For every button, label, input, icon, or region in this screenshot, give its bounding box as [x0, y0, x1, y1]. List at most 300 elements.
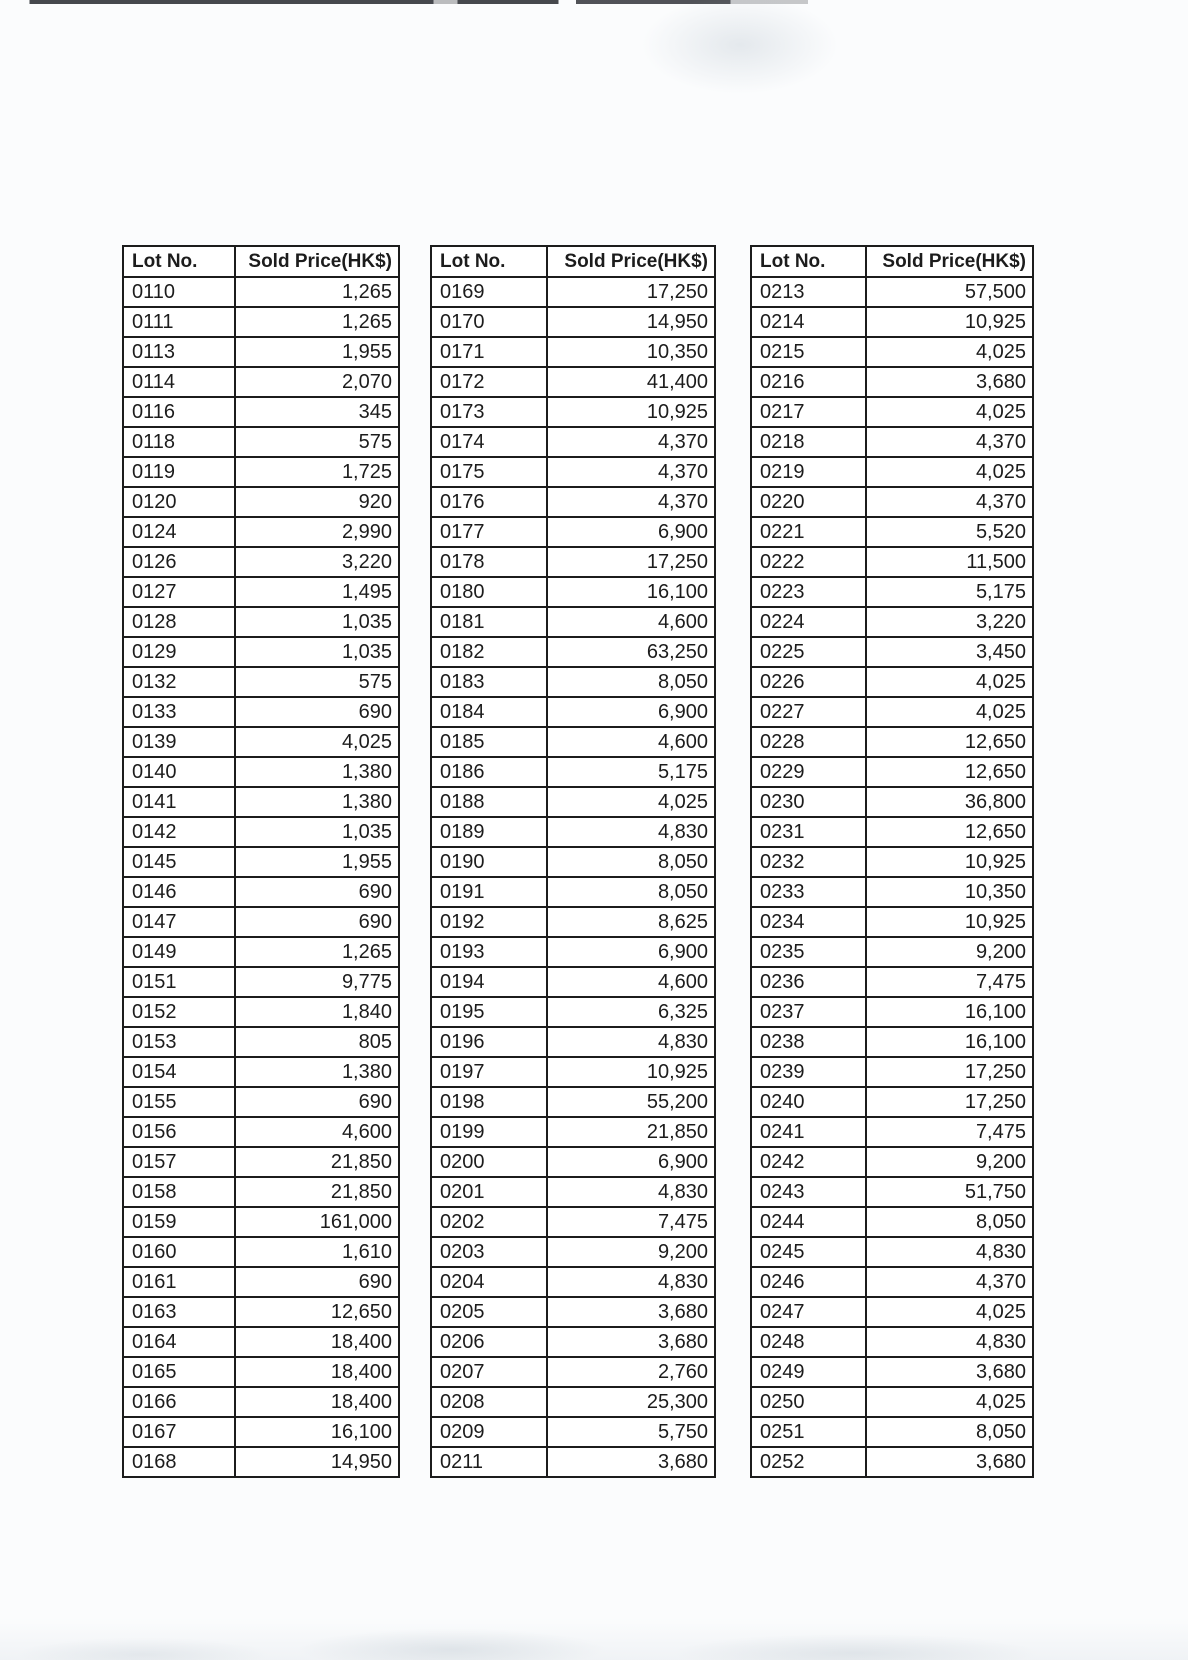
sold-price-cell: 4,830 — [975, 1241, 1026, 1263]
table-row — [432, 786, 714, 816]
table-row — [124, 756, 398, 786]
lot-no-cell: 0184 — [432, 698, 548, 726]
sold-price-cell: 1,265 — [341, 941, 392, 963]
table-row — [752, 1386, 1032, 1416]
lot-no-cell: 0225 — [752, 638, 867, 666]
sold-price-cell: 2,070 — [341, 371, 392, 393]
sold-price-cell: 575 — [358, 431, 392, 453]
sold-price-cell: 1,265 — [341, 311, 392, 333]
sold-price-cell: 3,680 — [975, 371, 1026, 393]
sold-price-cell: 4,025 — [975, 701, 1026, 723]
lot-no-cell: 0155 — [124, 1088, 236, 1116]
table-row — [752, 396, 1032, 426]
sold-price-cell: 55,200 — [646, 1091, 708, 1113]
sold-price-cell: 161,000 — [319, 1211, 392, 1233]
table-row — [124, 666, 398, 696]
sold-price-cell: 6,900 — [657, 521, 708, 543]
lot-no-cell: 0228 — [752, 728, 867, 756]
lot-no-cell: 0202 — [432, 1208, 548, 1236]
table-row — [432, 726, 714, 756]
table-header-row — [432, 247, 714, 276]
lot-no-cell: 0240 — [752, 1088, 867, 1116]
table-row — [432, 1056, 714, 1086]
sold-price-cell: 4,830 — [975, 1331, 1026, 1353]
lot-no-cell: 0195 — [432, 998, 548, 1026]
scan-artifact-smudge-bottom — [0, 1590, 1188, 1660]
sold-price-cell: 16,100 — [646, 581, 708, 603]
sold-price-cell: 5,520 — [975, 521, 1026, 543]
lot-no-cell: 0252 — [752, 1448, 867, 1476]
sold-price-cell: 10,350 — [646, 341, 708, 363]
lot-no-cell: 0172 — [432, 368, 548, 396]
table-row — [432, 996, 714, 1026]
table-header-row — [752, 247, 1032, 276]
sold-price-cell: 12,650 — [330, 1301, 392, 1323]
lot-no-cell: 0206 — [432, 1328, 548, 1356]
sold-price-cell: 17,250 — [646, 551, 708, 573]
table-row — [124, 846, 398, 876]
table-row — [432, 696, 714, 726]
lot-no-cell: 0159 — [124, 1208, 236, 1236]
table-row — [752, 456, 1032, 486]
table-row — [432, 456, 714, 486]
lot-no-cell: 0189 — [432, 818, 548, 846]
table-row — [124, 366, 398, 396]
sold-price-cell: 1,495 — [341, 581, 392, 603]
table-row — [752, 276, 1032, 306]
lot-no-cell: 0242 — [752, 1148, 867, 1176]
lot-price-table-1 — [122, 245, 400, 1478]
lot-no-cell: 0116 — [124, 398, 236, 426]
lot-no-cell: 0224 — [752, 608, 867, 636]
lot-no-cell: 0140 — [124, 758, 236, 786]
table-row — [124, 1236, 398, 1266]
lot-price-table-2 — [430, 245, 716, 1478]
sold-price-cell: 18,400 — [330, 1361, 392, 1383]
table-row — [752, 366, 1032, 396]
table-row — [124, 996, 398, 1026]
lot-no-cell: 0128 — [124, 608, 236, 636]
table-row — [432, 636, 714, 666]
table-row — [752, 936, 1032, 966]
lot-no-cell: 0201 — [432, 1178, 548, 1206]
table-row — [124, 636, 398, 666]
table-row — [752, 1206, 1032, 1236]
sold-price-cell: 12,650 — [964, 761, 1026, 783]
sold-price-cell: 4,370 — [975, 491, 1026, 513]
sold-price-cell: 920 — [358, 491, 392, 513]
lot-no-cell: 0180 — [432, 578, 548, 606]
lot-no-cell: 0157 — [124, 1148, 236, 1176]
lot-no-cell: 0127 — [124, 578, 236, 606]
table-row — [432, 336, 714, 366]
table-row — [432, 1356, 714, 1386]
table-row — [432, 1086, 714, 1116]
sold-price-cell: 3,680 — [975, 1361, 1026, 1383]
sold-price-cell: 14,950 — [646, 311, 708, 333]
lot-no-cell: 0158 — [124, 1178, 236, 1206]
sold-price-cell: 1,380 — [341, 791, 392, 813]
lot-no-cell: 0244 — [752, 1208, 867, 1236]
sold-price-cell: 690 — [358, 911, 392, 933]
table-row — [124, 276, 398, 306]
lot-no-cell: 0183 — [432, 668, 548, 696]
sold-price-cell: 690 — [358, 881, 392, 903]
sold-price-cell: 10,350 — [964, 881, 1026, 903]
table-row — [432, 1176, 714, 1206]
column-header-sold-price: Sold Price(HK$) — [248, 250, 392, 272]
lot-no-cell: 0207 — [432, 1358, 548, 1386]
table-row — [752, 846, 1032, 876]
sold-price-cell: 4,600 — [341, 1121, 392, 1143]
table-row — [752, 696, 1032, 726]
lot-no-cell: 0142 — [124, 818, 236, 846]
table-row — [752, 426, 1032, 456]
sold-price-cell: 2,990 — [341, 521, 392, 543]
sold-price-cell: 4,370 — [657, 491, 708, 513]
table-row — [432, 1206, 714, 1236]
lot-no-cell: 0166 — [124, 1388, 236, 1416]
lot-no-cell: 0173 — [432, 398, 548, 426]
lot-no-cell: 0167 — [124, 1418, 236, 1446]
lot-no-cell: 0151 — [124, 968, 236, 996]
sold-price-cell: 4,370 — [657, 431, 708, 453]
scan-artifact-top-line — [0, 0, 1188, 4]
table-row — [432, 666, 714, 696]
sold-price-cell: 7,475 — [657, 1211, 708, 1233]
table-row — [124, 516, 398, 546]
lot-no-cell: 0188 — [432, 788, 548, 816]
lot-no-cell: 0145 — [124, 848, 236, 876]
scan-artifact-smudge-top — [560, 0, 920, 150]
sold-price-cell: 5,175 — [657, 761, 708, 783]
sold-price-cell: 4,025 — [975, 401, 1026, 423]
lot-no-cell: 0214 — [752, 308, 867, 336]
lot-no-cell: 0124 — [124, 518, 236, 546]
lot-no-cell: 0245 — [752, 1238, 867, 1266]
sold-price-cell: 9,200 — [975, 1151, 1026, 1173]
sold-price-cell: 41,400 — [646, 371, 708, 393]
sold-price-cell: 1,035 — [341, 821, 392, 843]
column-header-sold-price: Sold Price(HK$) — [882, 250, 1026, 272]
sold-price-cell: 1,955 — [341, 851, 392, 873]
sold-price-cell: 21,850 — [646, 1121, 708, 1143]
lot-no-cell: 0163 — [124, 1298, 236, 1326]
table-row — [124, 966, 398, 996]
table-row — [432, 1326, 714, 1356]
table-row — [432, 426, 714, 456]
table-row — [124, 1356, 398, 1386]
table-row — [752, 336, 1032, 366]
table-row — [124, 1446, 398, 1476]
table-row — [752, 1446, 1032, 1476]
lot-no-cell: 0227 — [752, 698, 867, 726]
lot-no-cell: 0147 — [124, 908, 236, 936]
sold-price-cell: 8,050 — [657, 851, 708, 873]
lot-no-cell: 0199 — [432, 1118, 548, 1146]
lot-no-cell: 0237 — [752, 998, 867, 1026]
lot-no-cell: 0247 — [752, 1298, 867, 1326]
lot-no-cell: 0215 — [752, 338, 867, 366]
lot-no-cell: 0238 — [752, 1028, 867, 1056]
table-row — [124, 1266, 398, 1296]
sold-price-cell: 3,220 — [341, 551, 392, 573]
lot-no-cell: 0182 — [432, 638, 548, 666]
table-row — [432, 576, 714, 606]
lot-no-cell: 0216 — [752, 368, 867, 396]
lot-no-cell: 0234 — [752, 908, 867, 936]
sold-price-cell: 2,760 — [657, 1361, 708, 1383]
table-row — [432, 966, 714, 996]
lot-no-cell: 0246 — [752, 1268, 867, 1296]
sold-price-cell: 805 — [358, 1031, 392, 1053]
lot-no-cell: 0221 — [752, 518, 867, 546]
table-row — [124, 726, 398, 756]
sold-price-cell: 4,830 — [657, 1271, 708, 1293]
lot-no-cell: 0229 — [752, 758, 867, 786]
table-row — [124, 606, 398, 636]
sold-price-cell: 5,175 — [975, 581, 1026, 603]
lot-no-cell: 0170 — [432, 308, 548, 336]
sold-price-cell: 4,370 — [975, 431, 1026, 453]
sold-price-cell: 345 — [358, 401, 392, 423]
sold-price-cell: 9,200 — [657, 1241, 708, 1263]
sold-price-cell: 18,400 — [330, 1391, 392, 1413]
table-row — [124, 696, 398, 726]
table-row — [124, 1026, 398, 1056]
lot-no-cell: 0177 — [432, 518, 548, 546]
lot-no-cell: 0198 — [432, 1088, 548, 1116]
lot-no-cell: 0192 — [432, 908, 548, 936]
table-row — [124, 396, 398, 426]
lot-no-cell: 0204 — [432, 1268, 548, 1296]
table-row — [432, 756, 714, 786]
table-row — [124, 906, 398, 936]
sold-price-cell: 3,680 — [657, 1301, 708, 1323]
lot-no-cell: 0186 — [432, 758, 548, 786]
table-row — [124, 936, 398, 966]
lot-no-cell: 0120 — [124, 488, 236, 516]
table-row — [124, 786, 398, 816]
lot-no-cell: 0223 — [752, 578, 867, 606]
table-row — [752, 1236, 1032, 1266]
sold-price-cell: 51,750 — [964, 1181, 1026, 1203]
lot-no-cell: 0161 — [124, 1268, 236, 1296]
table-row — [124, 1206, 398, 1236]
table-row — [752, 1416, 1032, 1446]
table-row — [432, 936, 714, 966]
sold-price-cell: 9,775 — [341, 971, 392, 993]
lot-no-cell: 0208 — [432, 1388, 548, 1416]
lot-no-cell: 0113 — [124, 338, 236, 366]
lot-no-cell: 0141 — [124, 788, 236, 816]
sold-price-cell: 10,925 — [646, 401, 708, 423]
lot-no-cell: 0169 — [432, 278, 548, 306]
sold-price-cell: 3,450 — [975, 641, 1026, 663]
lot-no-cell: 0239 — [752, 1058, 867, 1086]
sold-price-cell: 4,025 — [975, 1391, 1026, 1413]
lot-no-cell: 0200 — [432, 1148, 548, 1176]
sold-price-cell: 4,025 — [341, 731, 392, 753]
sold-price-cell: 36,800 — [964, 791, 1026, 813]
table-row — [432, 546, 714, 576]
lot-no-cell: 0171 — [432, 338, 548, 366]
lot-no-cell: 0249 — [752, 1358, 867, 1386]
lot-no-cell: 0152 — [124, 998, 236, 1026]
lot-no-cell: 0181 — [432, 608, 548, 636]
sold-price-cell: 4,830 — [657, 1031, 708, 1053]
sold-price-cell: 3,680 — [657, 1331, 708, 1353]
table-row — [432, 516, 714, 546]
sold-price-cell: 4,025 — [975, 341, 1026, 363]
lot-no-cell: 0235 — [752, 938, 867, 966]
lot-no-cell: 0133 — [124, 698, 236, 726]
table-row — [752, 1026, 1032, 1056]
sold-price-cell: 4,830 — [657, 821, 708, 843]
table-row — [752, 906, 1032, 936]
table-row — [752, 1056, 1032, 1086]
sold-price-cell: 3,680 — [975, 1451, 1026, 1473]
lot-no-cell: 0213 — [752, 278, 867, 306]
lot-no-cell: 0164 — [124, 1328, 236, 1356]
sold-price-cell: 6,900 — [657, 941, 708, 963]
table-row — [752, 876, 1032, 906]
sold-price-cell: 690 — [358, 1091, 392, 1113]
sold-price-cell: 6,900 — [657, 1151, 708, 1173]
sold-price-cell: 16,100 — [330, 1421, 392, 1443]
sold-price-cell: 63,250 — [646, 641, 708, 663]
lot-no-cell: 0203 — [432, 1238, 548, 1266]
sold-price-cell: 1,380 — [341, 1061, 392, 1083]
sold-price-cell: 10,925 — [964, 911, 1026, 933]
lot-no-cell: 0217 — [752, 398, 867, 426]
lot-no-cell: 0176 — [432, 488, 548, 516]
lot-no-cell: 0194 — [432, 968, 548, 996]
table-header-row — [124, 247, 398, 276]
table-row — [432, 876, 714, 906]
sold-price-cell: 4,600 — [657, 731, 708, 753]
lot-no-cell: 0205 — [432, 1298, 548, 1326]
lot-no-cell: 0126 — [124, 548, 236, 576]
sold-price-cell: 1,955 — [341, 341, 392, 363]
lot-no-cell: 0241 — [752, 1118, 867, 1146]
table-row — [124, 546, 398, 576]
lot-no-cell: 0174 — [432, 428, 548, 456]
sold-price-cell: 690 — [358, 701, 392, 723]
table-row — [752, 1296, 1032, 1326]
lot-no-cell: 0165 — [124, 1358, 236, 1386]
lot-no-cell: 0119 — [124, 458, 236, 486]
table-row — [752, 546, 1032, 576]
sold-price-cell: 4,025 — [975, 671, 1026, 693]
table-row — [124, 1146, 398, 1176]
table-row — [432, 1266, 714, 1296]
lot-no-cell: 0160 — [124, 1238, 236, 1266]
table-row — [124, 1386, 398, 1416]
table-row — [752, 1176, 1032, 1206]
sold-price-cell: 3,220 — [975, 611, 1026, 633]
sold-price-cell: 4,025 — [657, 791, 708, 813]
lot-no-cell: 0154 — [124, 1058, 236, 1086]
lot-no-cell: 0230 — [752, 788, 867, 816]
table-row — [752, 786, 1032, 816]
sold-price-cell: 1,725 — [341, 461, 392, 483]
sold-price-cell: 1,265 — [341, 281, 392, 303]
lot-no-cell: 0232 — [752, 848, 867, 876]
lot-no-cell: 0250 — [752, 1388, 867, 1416]
sold-price-cell: 10,925 — [646, 1061, 708, 1083]
lot-no-cell: 0218 — [752, 428, 867, 456]
table-row — [432, 1026, 714, 1056]
table-row — [752, 1266, 1032, 1296]
table-row — [124, 426, 398, 456]
table-row — [432, 606, 714, 636]
table-row — [124, 1296, 398, 1326]
table-row — [752, 606, 1032, 636]
table-row — [124, 816, 398, 846]
table-row — [752, 1326, 1032, 1356]
table-row — [124, 1086, 398, 1116]
lot-no-cell: 0197 — [432, 1058, 548, 1086]
sold-price-cell: 4,370 — [657, 461, 708, 483]
lot-no-cell: 0185 — [432, 728, 548, 756]
lot-no-cell: 0139 — [124, 728, 236, 756]
table-row — [752, 636, 1032, 666]
sold-price-cell: 575 — [358, 671, 392, 693]
sold-price-cell: 8,625 — [657, 911, 708, 933]
table-row — [432, 366, 714, 396]
sold-price-cell: 21,850 — [330, 1181, 392, 1203]
sold-price-cell: 17,250 — [646, 281, 708, 303]
sold-price-cell: 1,610 — [341, 1241, 392, 1263]
table-row — [752, 306, 1032, 336]
lot-no-cell: 0196 — [432, 1028, 548, 1056]
table-row — [432, 1146, 714, 1176]
lot-price-table-3 — [750, 245, 1034, 1478]
table-row — [752, 516, 1032, 546]
sold-price-cell: 25,300 — [646, 1391, 708, 1413]
lot-no-cell: 0219 — [752, 458, 867, 486]
table-row — [752, 756, 1032, 786]
table-row — [124, 1326, 398, 1356]
table-row — [124, 1056, 398, 1086]
lot-no-cell: 0153 — [124, 1028, 236, 1056]
sold-price-cell: 10,925 — [964, 311, 1026, 333]
lot-no-cell: 0243 — [752, 1178, 867, 1206]
sold-price-cell: 1,380 — [341, 761, 392, 783]
table-row — [124, 456, 398, 486]
table-row — [124, 576, 398, 606]
table-row — [752, 726, 1032, 756]
table-row — [432, 1446, 714, 1476]
table-row — [752, 576, 1032, 606]
table-row — [752, 996, 1032, 1026]
sold-price-cell: 18,400 — [330, 1331, 392, 1353]
sold-price-cell: 690 — [358, 1271, 392, 1293]
table-row — [124, 486, 398, 516]
table-row — [432, 1416, 714, 1446]
sold-price-cell: 4,600 — [657, 611, 708, 633]
table-row — [432, 846, 714, 876]
sold-price-cell: 8,050 — [657, 881, 708, 903]
table-row — [752, 1356, 1032, 1386]
sold-price-cell: 4,370 — [975, 1271, 1026, 1293]
table-row — [432, 396, 714, 426]
table-row — [124, 1416, 398, 1446]
table-row — [432, 1116, 714, 1146]
table-row — [432, 1386, 714, 1416]
sold-price-cell: 8,050 — [975, 1211, 1026, 1233]
